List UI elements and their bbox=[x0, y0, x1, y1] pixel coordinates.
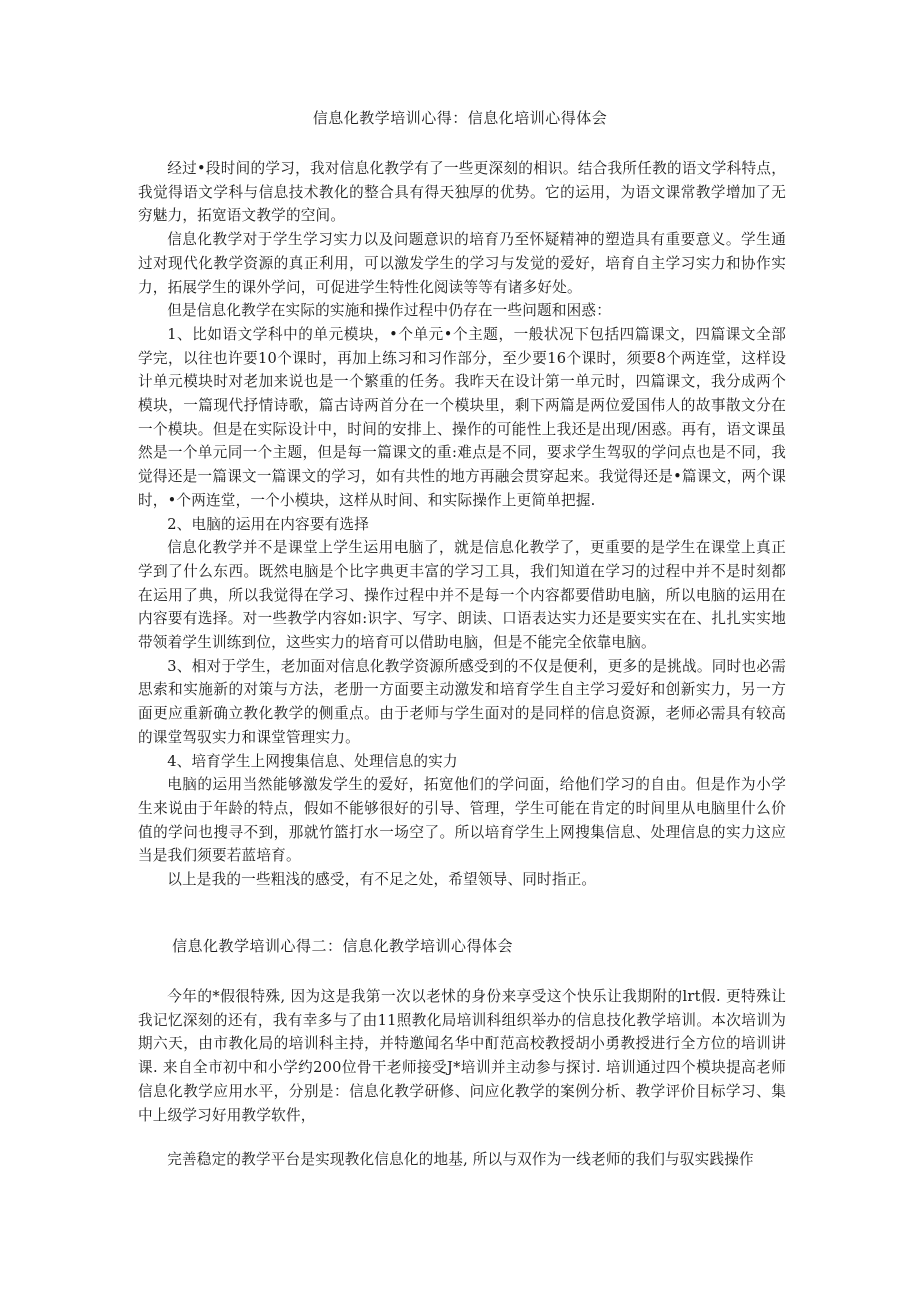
paragraph: 但是信息化教学在实际的实施和操作过程中仍存在一些问题和困惑： bbox=[167, 302, 612, 320]
numbered-heading: 4、培育学生上网搜集信息、处理信息的实力 bbox=[167, 752, 458, 770]
section-two-continued bbox=[138, 1148, 786, 1172]
paragraph: 以上是我的一些粗浅的感受，有不足之处，希望领导、同时指正。 bbox=[167, 871, 597, 889]
paragraph: 完善稳定的教学平台是实现教化信息化的地基, 所以与双作为一线老师的我们与驭实践操作 bbox=[167, 1151, 754, 1168]
paragraph: 信息化教学对于学生学习实力以及问题意识的培育乃至怀疑精神的塑造具有重要意义。学生通过对现代化教学资源的真正利用，可以激发学生的学习与发觉的爱好，培育自主学习实力和协作实力，拓展学生的课外学问，可促进学生特性化阅读等等有诸多好处。 bbox=[138, 231, 786, 296]
section-one-body bbox=[138, 157, 786, 892]
paragraph: 今年的*假很特殊, 因为这是我第一次以老怵的身份来享受这个快乐让我期附的lrt假. 更特殊让我记忆深刻的还有，我有幸多与了由11照教化局培训科组织举办的信息技化教学培训。本次培训为期六天，由市教化局的培训科主持，并特邀闻名华中酊范高校教授胡小勇教授进行全方位的培训讲课. 来自全市初中和小学约200位骨干老师接受J*培训并主动参与探讨. 培训通过四个模块提高老师信息化教学应用水平，分别是：信息化教学研修、问应化教学的案例分析、教学评价目标学习、集中上级学习好用教学软件， bbox=[138, 988, 786, 1124]
section-two-body bbox=[138, 985, 786, 1127]
paragraph: 信息化教学并不是课堂上学生运用电脑了，就是信息化教学了，更重要的是学生在课堂上真正学到了什么东西。既然电脑是个比字典更丰富的学习工具，我们知道在学习的过程中并不是时刻都在运用了典，所以我觉得在学习、操作过程中并不是每一个内容都要借助电脑，所以电脑的运用在内容要有选择。对一些教学内容如:识字、写字、朗读、口语表达实力还是要实实在在、扎扎实实地带领着学生训练到位，这些实力的培育可以借助电脑，但是不能完全依靠电脑。 bbox=[138, 539, 786, 652]
numbered-paragraph: 1、比如语文学科中的单元模块，•个单元•个主题，一般状况下包括四篇课文，四篇课文全部学完，以往也许要10个课时，再加上练习和习作部分，至少要16个课时，须要8个两连堂，这样设计单元模块时对老加来说也是一个繁重的任务。我昨天在设计第一单元时，四篇课文，我分成两个模块，一篇现代抒情诗歌，篇古诗两首分在一个模块里，剩下两篇是两位爱国伟人的故事散文分在一个模块。但是在实际设计中，时间的安排上、操作的可能性上我还是出现/困惑。再有，语文课虽然是一个单元同一个主题，但是每一篇课文的重:难点是不同，要求学生驾驭的学问点也是不同，我觉得还是一篇课文一篇课文的学习，如有共性的地方再融会贯穿起来。我觉得还是•篇课文，两个课时，•个两连堂，一个小模块，这样从时间、和实际操作上更简单把握. bbox=[138, 325, 786, 509]
numbered-paragraph: 3、相对于学生，老加面对信息化教学资源所感受到的不仅是便利，更多的是挑战。同时也必需思索和实施新的对策与方法，老册一方面要主动激发和培育学生自主学习爱好和创新实力，另一方面更应重新确立教化教学的侧重点。由于老师与学生面对的是同样的信息资源，老师必需具有较高的课堂驾驭实力和课堂管理实力。 bbox=[138, 657, 786, 746]
section-two-title: 信息化教学培训心得二：信息化教学培训心得体会 bbox=[172, 937, 514, 955]
paragraph: 电脑的运用当然能够激发学生的爱好，拓宽他们的学问面，给他们学习的自由。但是作为小学生来说由于年龄的特点，假如不能够很好的引导、管理，学生可能在肯定的时间里从电脑里什么价值的学问也搜寻不到，那就竹篮打水一场空了。所以培育学生上网搜集信息、处理信息的实力这应当是我们须要若蓝培育。 bbox=[138, 776, 786, 865]
page-title: 信息化教学培训心得：信息化培训心得体会 bbox=[312, 109, 608, 127]
numbered-heading: 2、电脑的运用在内容要有选择 bbox=[167, 515, 369, 533]
paragraph: 经过•段时间的学习，我对信息化教学有了一些更深刻的相识。结合我所任教的语文学科特点，我觉得语文学科与信息技术教化的整合具有得天独厚的优势。它的运用，为语文课常教学增加了无穷魅力，拓宽语文教学的空间。 bbox=[138, 160, 786, 225]
